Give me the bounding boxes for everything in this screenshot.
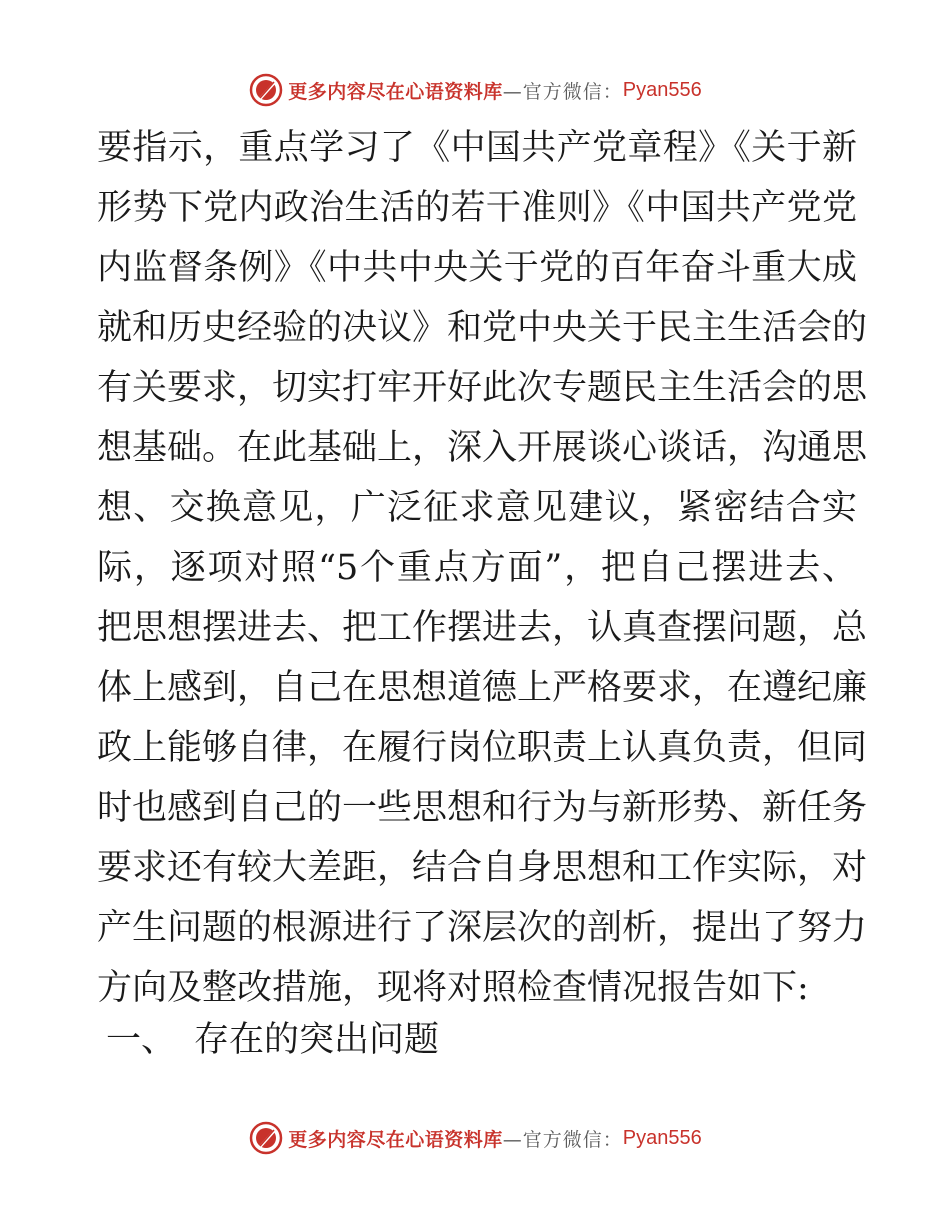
body-line: 想基础。在此基础上，深入开展谈心谈话，沟通思 <box>97 428 868 468</box>
body-line: 有关要求，切实打牢开好此次专题民主生活会的思 <box>97 368 868 408</box>
banner-sub-text: —官方微信： <box>502 1128 623 1151</box>
banner-sub-text: —官方微信： <box>502 80 623 103</box>
section-number: 一、 <box>106 1020 177 1060</box>
header-banner <box>0 70 950 110</box>
body-line: 要指示，重点学习了《中国共产党章程》《关于新 <box>97 128 857 168</box>
section-heading <box>106 1010 439 1070</box>
body-line: 体上感到，自己在思想道德上严格要求，在遵纪廉 <box>97 668 868 708</box>
body-line: 方向及整改措施，现将对照检查情况报告如下: <box>97 968 809 1008</box>
section-title: 存在的突出问题 <box>194 1020 440 1060</box>
banner-handle: Pyan556 <box>622 1126 702 1149</box>
body-line: 内监督条例》《中共中央关于党的百年奋斗重大成 <box>97 248 857 288</box>
banner-main-text: 更多内容尽在心语资料库 <box>288 80 503 103</box>
body-line: 时也感到自己的一些思想和行为与新形势、新任务 <box>97 788 868 828</box>
body-line: 政上能够自律，在履行岗位职责上认真负责，但同 <box>97 728 868 768</box>
footer-banner <box>0 1118 950 1158</box>
quill-logo-icon <box>248 72 284 108</box>
document-body <box>97 118 868 1018</box>
body-line: 形势下党内政治生活的若干准则》《中国共产党党 <box>97 188 857 228</box>
banner-main-text: 更多内容尽在心语资料库 <box>288 1128 503 1151</box>
body-line: 际，逐项对照“5个重点方面”，把自己摆进去、 <box>97 548 857 588</box>
body-line: 要求还有较大差距，结合自身思想和工作实际，对 <box>97 848 868 888</box>
body-line: 产生问题的根源进行了深层次的剖析，提出了努力 <box>97 908 868 948</box>
banner-handle: Pyan556 <box>622 78 702 101</box>
quill-logo-icon <box>248 1120 284 1156</box>
body-line: 想、交换意见，广泛征求意见建议，紧密结合实 <box>97 488 857 528</box>
body-line: 就和历史经验的决议》和党中央关于民主生活会的 <box>97 308 868 348</box>
body-line: 把思想摆进去、把工作摆进去，认真查摆问题，总 <box>97 608 868 648</box>
